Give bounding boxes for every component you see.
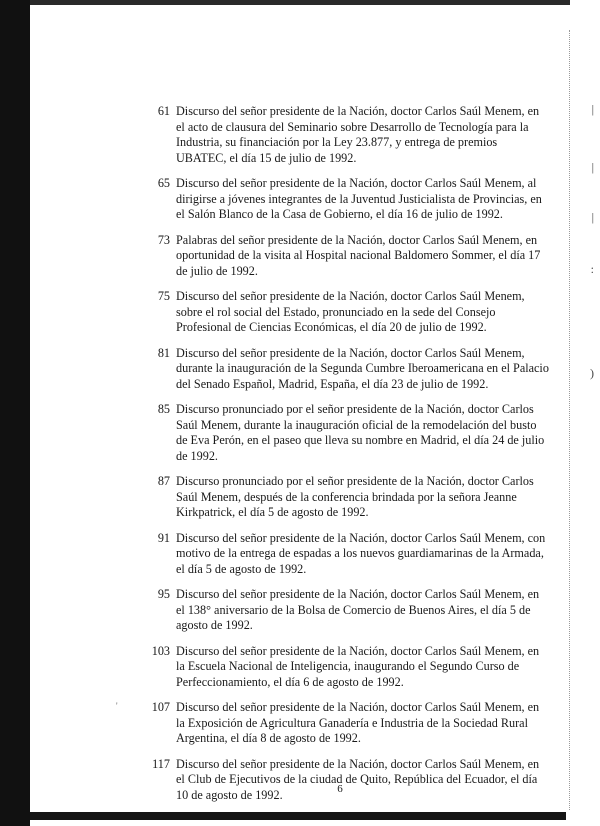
toc-entry [140, 176, 550, 223]
toc-entry [140, 757, 550, 804]
toc-entry-title: Discurso del señor presidente de la Nación, doctor Carlos Saúl Menem, con motivo de la entrega de espadas a los nuevos guardiamarinas de la Armada, el día 5 de agosto de 1992. [176, 530, 546, 576]
toc-entry [140, 587, 550, 634]
scan-border-left [0, 0, 30, 826]
toc-entry [140, 104, 550, 166]
toc-entry [140, 289, 550, 336]
toc-entry-title: Palabras del señor presidente de la Nación, doctor Carlos Saúl Menem, en oportunidad de la visita al Hospital nacional Baldomero Sommer, el día 17 de julio de 1992. [176, 232, 541, 278]
toc-entry-title: Discurso pronunciado por el señor presidente de la Nación, doctor Carlos Saúl Menem, después de la conferencia brindada por la señora Jeanne Kirkpatrick, el día 5 de agosto de 1992. [176, 474, 534, 519]
toc-entry [140, 402, 550, 464]
toc-entry [140, 644, 550, 691]
edge-mark: : [590, 262, 594, 276]
edge-mark: ) [590, 366, 594, 380]
toc-entry-page-number: 95 [157, 587, 170, 601]
scan-border-top [30, 0, 570, 5]
toc-entry-page-number: 85 [157, 402, 170, 416]
page-number: 6 [337, 783, 343, 795]
toc-entry-title: Discurso del señor presidente de la Nación, doctor Carlos Saúl Menem, en la Exposición de Agricultura Ganadería e Industria de la Sociedad Rural Argentina, el día 8 de agosto de 1992. [176, 700, 540, 745]
toc-entry-page-number: 81 [157, 345, 170, 360]
table-of-contents [140, 104, 550, 813]
scan-border-bottom [30, 812, 566, 820]
toc-entry-title: Discurso del señor presidente de la Nación, doctor Carlos Saúl Menem, al dirigirse a jóvenes integrantes de la Juventud Justicialista de Provincias, en el Salón Blanco de la Casa de Gobierno, el día 16 de julio de 1992. [176, 176, 542, 221]
toc-entry-title: Discurso del señor presidente de la Nación, doctor Carlos Saúl Menem, en el acto de clausura del Seminario sobre Desarrollo de Tecnología para la Industria, su financiación por la Ley 23.877, y entrega de premios UBATEC, el día 15 de julio de 1992. [176, 104, 540, 165]
toc-entry-page-number: 75 [157, 289, 170, 303]
toc-entry-page-number: 87 [157, 474, 170, 488]
edge-mark: | [591, 160, 594, 174]
toc-entry [140, 700, 550, 747]
edge-mark: | [591, 102, 594, 116]
toc-entry [140, 346, 550, 393]
toc-entry-page-number: 73 [157, 232, 170, 247]
toc-entry-title: Discurso del señor presidente de la Nación, doctor Carlos Saúl Menem, durante la inauguración de la Segunda Cumbre Iberoamericana en el Palacio del Senado Español, Madrid, España, el día 23 de julio de 1992. [176, 345, 549, 391]
toc-entry-title: Discurso del señor presidente de la Nación, doctor Carlos Saúl Menem, en el Club de Ejecutivos de la ciudad de Quito, República del Ecuador, el día 10 de agosto de 1992. [176, 756, 540, 802]
toc-entry-page-number: 107 [151, 700, 170, 714]
toc-entry-page-number: 117 [152, 756, 170, 771]
toc-entry-page-number: 91 [157, 530, 170, 545]
toc-entry-title: Discurso del señor presidente de la Nación, doctor Carlos Saúl Menem, en el 138° aniversario de la Bolsa de Comercio de Buenos Aires, el día 5 de agosto de 1992. [176, 587, 540, 632]
toc-entry [140, 531, 550, 578]
toc-entry-page-number: 61 [157, 104, 170, 118]
toc-entry-page-number: 65 [157, 176, 170, 190]
toc-entry-title: Discurso del señor presidente de la Nación, doctor Carlos Saúl Menem, sobre el rol social del Estado, pronunciado en la sede del Consejo Profesional de Ciencias Económicas, el día 20 de julio de 1992. [176, 289, 525, 334]
toc-entry-title: Discurso del señor presidente de la Nación, doctor Carlos Saúl Menem, en la Escuela Nacional de Inteligencia, inaugurando el Segundo Curso de Perfeccionamiento, el día 6 de agosto de 1992. [176, 643, 540, 689]
stray-mark: ' [116, 701, 118, 711]
scan-edge-right [568, 30, 570, 810]
toc-entry [140, 233, 550, 280]
toc-entry [140, 474, 550, 521]
edge-mark: | [591, 210, 594, 224]
toc-entry-page-number: 103 [151, 643, 170, 658]
toc-entry-title: Discurso pronunciado por el señor presidente de la Nación, doctor Carlos Saúl Menem, durante la inauguración oficial de la remodelación del busto de Eva Perón, en el paseo que lleva su nombre en Madrid, el día 24 de julio de 1992. [176, 402, 545, 463]
